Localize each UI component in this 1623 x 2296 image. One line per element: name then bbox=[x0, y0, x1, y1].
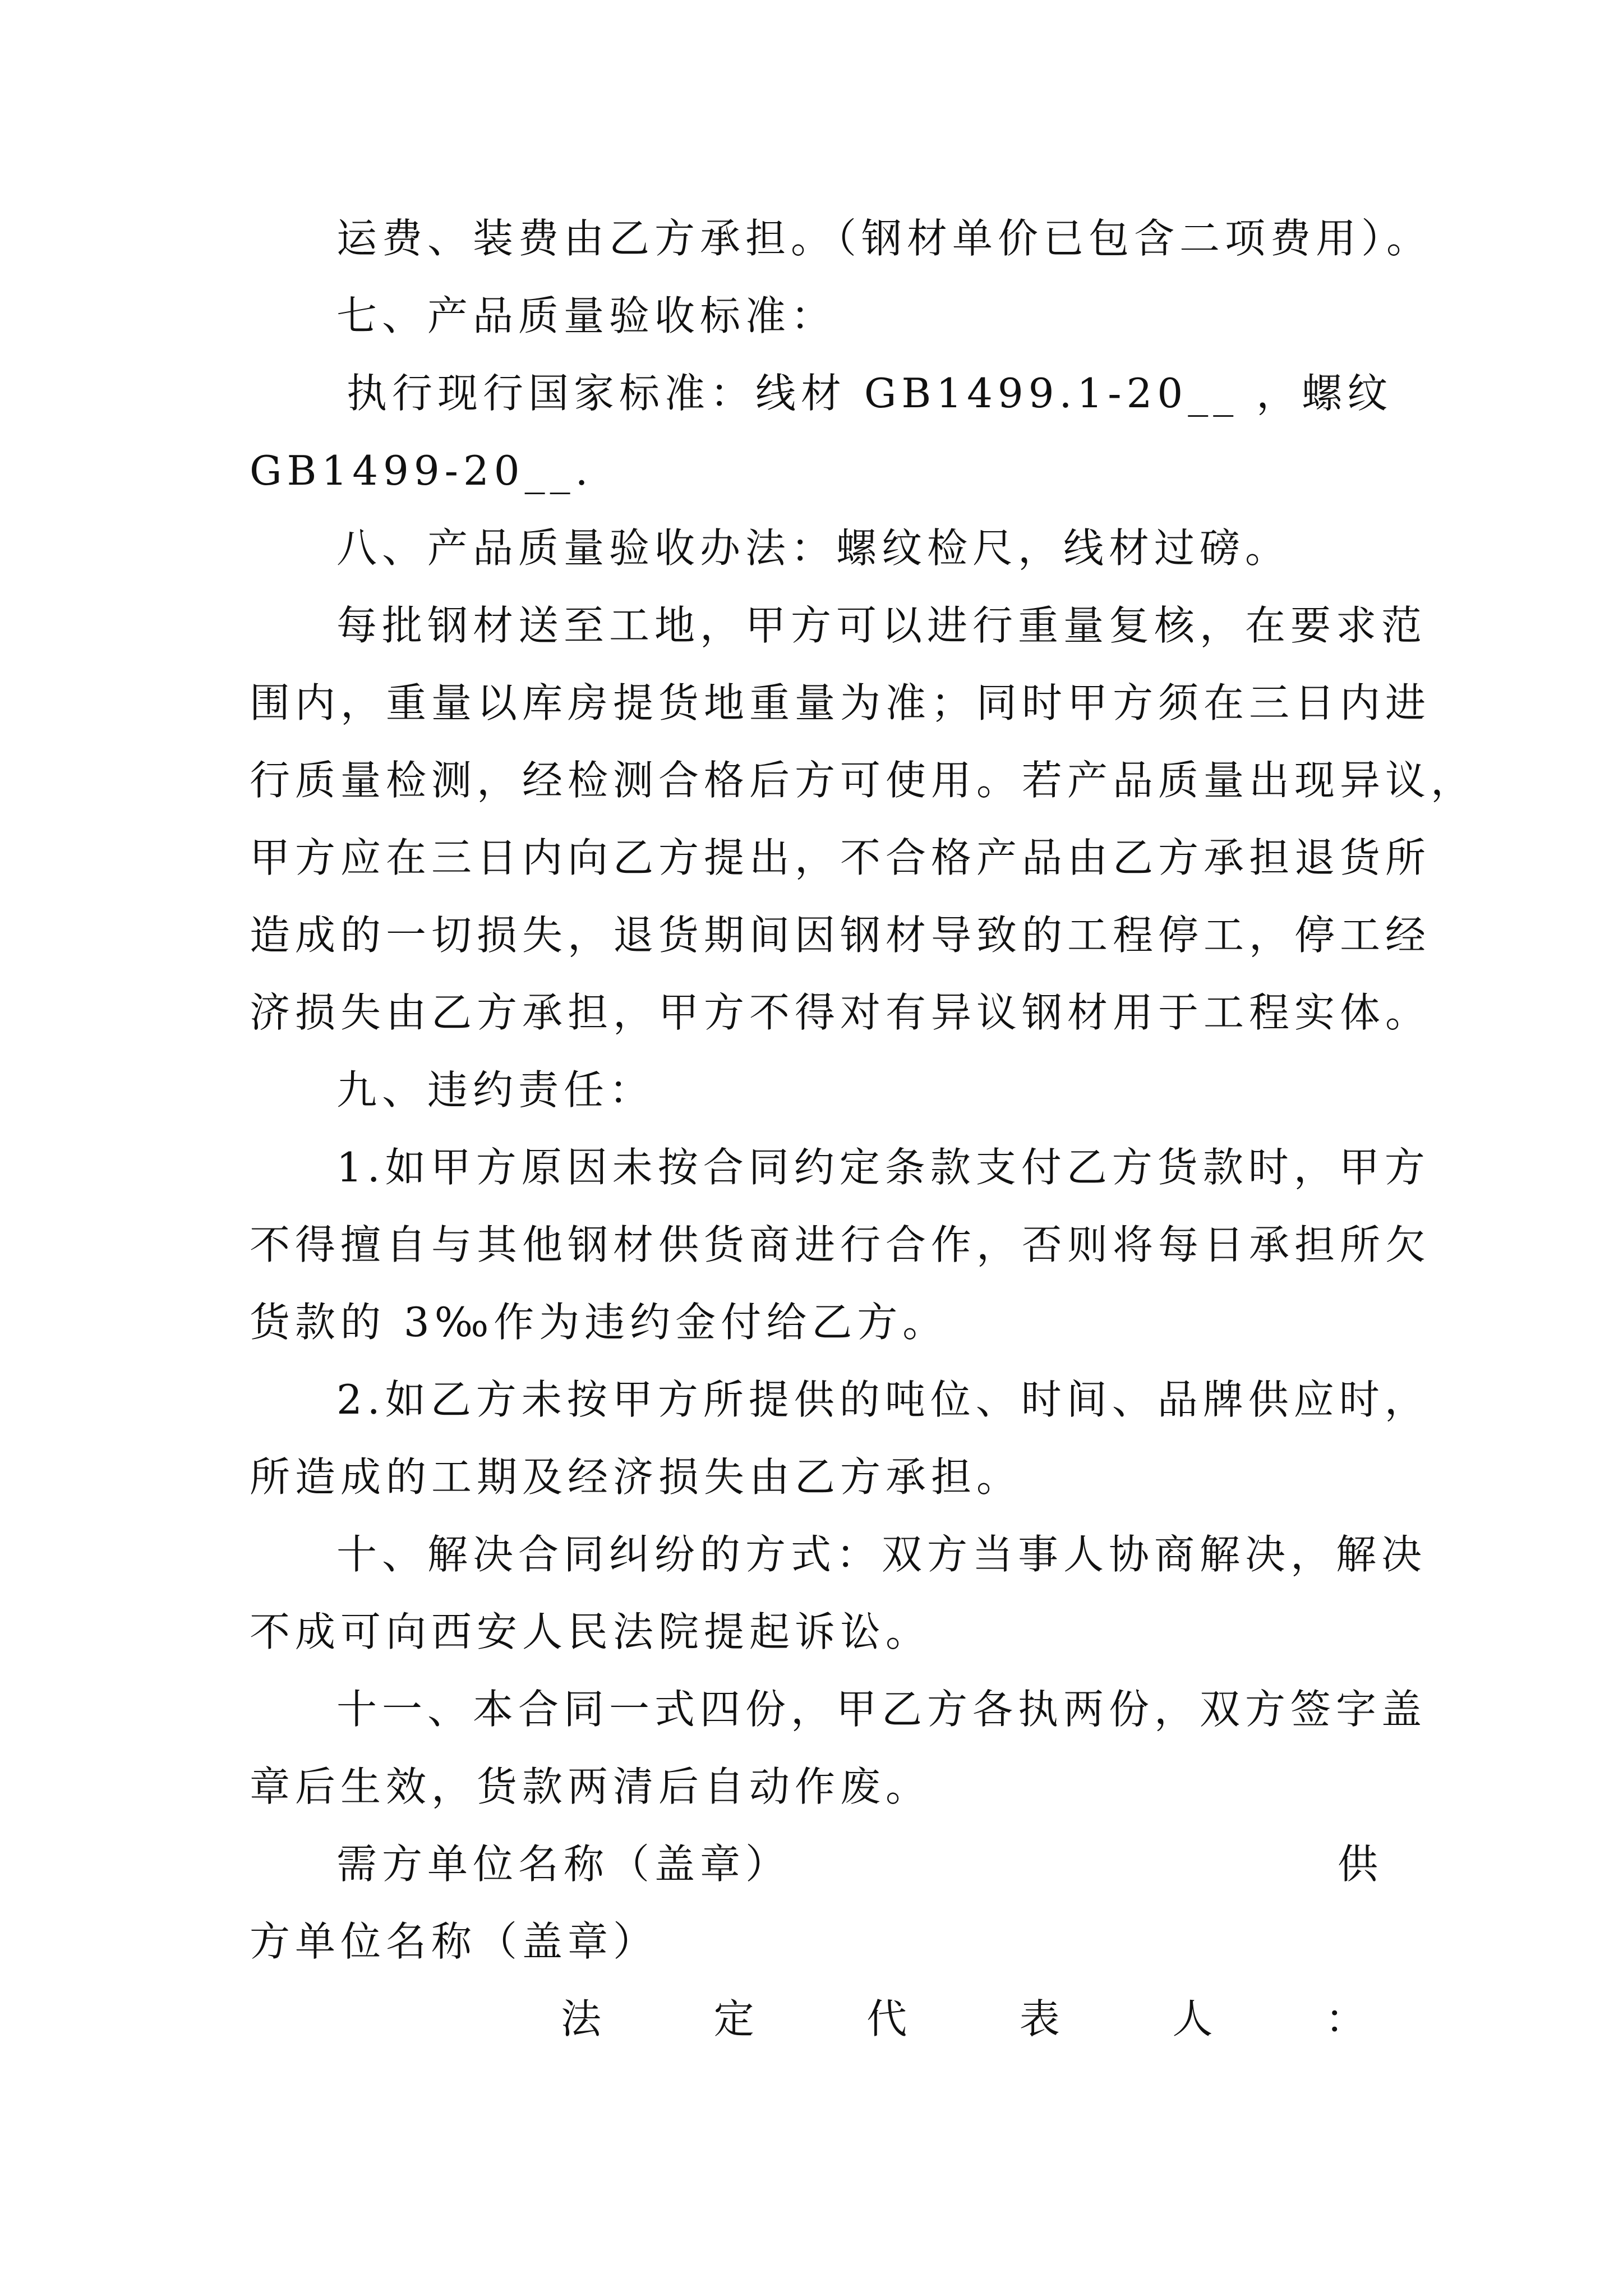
paragraph-line: 2.如乙方未按甲方所提供的吨位、时间、品牌供应时， bbox=[336, 1376, 1430, 1423]
legal-rep-char: ： bbox=[1325, 1995, 1366, 2042]
section-heading: 八、产品质量验收办法：螺纹检尺，线材过磅。 bbox=[336, 524, 1291, 572]
paragraph-line: 运费、装费由乙方承担。（钢材单价已包含二项费用）。 bbox=[336, 215, 1432, 262]
section-heading: 十、解决合同纠纷的方式：双方当事人协商解决，解决 bbox=[336, 1531, 1427, 1578]
paragraph-line: 济损失由乙方承担，甲方不得对有异议钢材用于工程实体。 bbox=[250, 989, 1431, 1036]
paragraph-line: 围内，重量以库房提货地重量为准；同时甲方须在三日内进 bbox=[250, 679, 1431, 726]
legal-rep-char: 表 bbox=[1019, 1995, 1060, 2042]
paragraph-line: GB1499-20__. bbox=[250, 447, 593, 494]
paragraph-line: 每批钢材送至工地，甲方可以进行重量复核，在要求范 bbox=[336, 602, 1427, 649]
section-heading: 七、产品质量验收标准： bbox=[336, 292, 837, 339]
paragraph-line: 行质量检测，经检测合格后方可使用。若产品质量出现异议， bbox=[250, 757, 1477, 804]
supplier-signature-label: 方单位名称（盖章） bbox=[250, 1918, 659, 1965]
buyer-signature-label: 需方单位名称（盖章） bbox=[336, 1841, 791, 1888]
supplier-label-start: 供 bbox=[1338, 1841, 1378, 1888]
paragraph-line: 1.如甲方原因未按合同约定条款支付乙方货款时，甲方 bbox=[336, 1144, 1430, 1191]
paragraph-line: 所造成的工期及经济损失由乙方承担。 bbox=[250, 1453, 1022, 1501]
paragraph-line: 不得擅自与其他钢材供货商进行合作，否则将每日承担所欠 bbox=[250, 1221, 1431, 1268]
legal-rep-char: 法 bbox=[561, 1995, 602, 2042]
section-heading: 十一、本合同一式四份，甲乙方各执两份，双方签字盖 bbox=[336, 1686, 1427, 1733]
paragraph-line: 货款的 3‰作为违约金付给乙方。 bbox=[250, 1299, 948, 1346]
section-heading: 九、违约责任： bbox=[336, 1066, 655, 1114]
paragraph-line: 造成的一切损失，退货期间因钢材导致的工程停工，停工经 bbox=[250, 912, 1431, 959]
legal-rep-char: 代 bbox=[866, 1995, 907, 2042]
paragraph-line: 甲方应在三日内向乙方提出，不合格产品由乙方承担退货所 bbox=[250, 834, 1431, 881]
legal-rep-char: 人 bbox=[1172, 1995, 1213, 2042]
paragraph-line: 不成可向西安人民法院提起诉讼。 bbox=[250, 1608, 932, 1655]
paragraph-line: 执行现行国家标准：线材 GB1499.1-20__ ，螺纹 bbox=[347, 370, 1393, 417]
paragraph-line: 章后生效，货款两清后自动作废。 bbox=[250, 1763, 932, 1810]
legal-rep-char: 定 bbox=[713, 1995, 754, 2042]
legal-representative-label bbox=[561, 1994, 1366, 2044]
